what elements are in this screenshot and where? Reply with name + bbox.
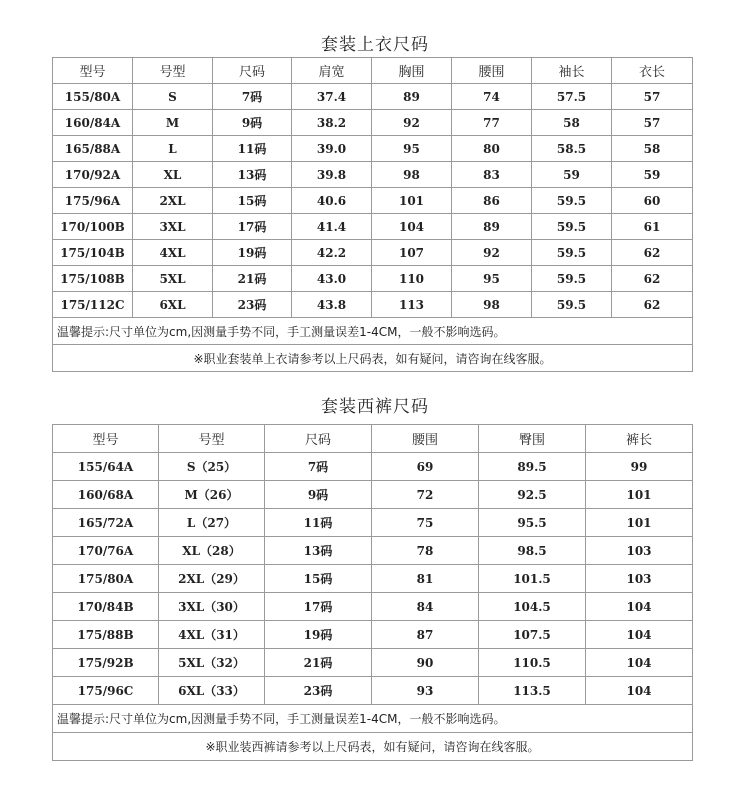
- table-cell: 57: [612, 84, 693, 110]
- table-cell: 11码: [265, 509, 372, 537]
- table-cell: 98: [372, 162, 452, 188]
- table-cell: M（26）: [159, 481, 265, 509]
- column-header: 胸围: [372, 58, 452, 84]
- table-cell: 110: [372, 266, 452, 292]
- table-cell: 59.5: [532, 214, 612, 240]
- table-cell: 101: [586, 509, 693, 537]
- table-cell: 62: [612, 292, 693, 318]
- table-cell: 58: [612, 136, 693, 162]
- table-cell: 101.5: [479, 565, 586, 593]
- table-cell: 39.0: [292, 136, 372, 162]
- table-cell: 43.0: [292, 266, 372, 292]
- table-cell: 107.5: [479, 621, 586, 649]
- table-cell: 57.5: [532, 84, 612, 110]
- table-cell: 170/84B: [53, 593, 159, 621]
- table-cell: 2XL: [133, 188, 213, 214]
- table-cell: 7码: [213, 84, 292, 110]
- table-cell: 95: [372, 136, 452, 162]
- table-cell: 69: [372, 453, 479, 481]
- column-header: 腰围: [372, 425, 479, 453]
- table-cell: L: [133, 136, 213, 162]
- table-cell: 41.4: [292, 214, 372, 240]
- table-cell: 175/92B: [53, 649, 159, 677]
- table-cell: 99: [586, 453, 693, 481]
- table-cell: 6XL（33）: [159, 677, 265, 705]
- table-cell: 80: [452, 136, 532, 162]
- table-cell: 72: [372, 481, 479, 509]
- table-cell: 155/64A: [53, 453, 159, 481]
- table-row: [53, 453, 693, 481]
- column-header: 裤长: [586, 425, 693, 453]
- table-cell: 21码: [213, 266, 292, 292]
- table-cell: 59.5: [532, 188, 612, 214]
- column-header: 型号: [53, 425, 159, 453]
- table-cell: S（25）: [159, 453, 265, 481]
- table-cell: 9码: [265, 481, 372, 509]
- note-row: [53, 705, 693, 733]
- top-size-table: [52, 57, 693, 372]
- table-cell: 74: [452, 84, 532, 110]
- table-row: [53, 162, 693, 188]
- note-row: [53, 318, 693, 345]
- table-cell: 83: [452, 162, 532, 188]
- table-cell: 92.5: [479, 481, 586, 509]
- table-cell: 104: [586, 649, 693, 677]
- table-row: [53, 509, 693, 537]
- table-cell: 104.5: [479, 593, 586, 621]
- table-row: [53, 537, 693, 565]
- table-cell: 57: [612, 110, 693, 136]
- table-cell: 23码: [213, 292, 292, 318]
- table-cell: 107: [372, 240, 452, 266]
- table-cell: 5XL（32）: [159, 649, 265, 677]
- table-cell: XL（28）: [159, 537, 265, 565]
- table-cell: 81: [372, 565, 479, 593]
- table-cell: 4XL: [133, 240, 213, 266]
- table-cell: 15码: [213, 188, 292, 214]
- table-cell: 98: [452, 292, 532, 318]
- table-cell: 58.5: [532, 136, 612, 162]
- reference-note: ※职业套装单上衣请参考以上尺码表，如有疑问，请咨询在线客服。: [53, 345, 693, 372]
- table-cell: 98.5: [479, 537, 586, 565]
- table-cell: 101: [586, 481, 693, 509]
- table-cell: 19码: [265, 621, 372, 649]
- table-cell: 13码: [265, 537, 372, 565]
- table-cell: 104: [372, 214, 452, 240]
- table-cell: 110.5: [479, 649, 586, 677]
- column-header: 腰围: [452, 58, 532, 84]
- table-row: [53, 649, 693, 677]
- measurement-note: 温馨提示:尺寸单位为cm,因测量手势不同，手工测量误差1-4CM，一般不影响选码。: [53, 318, 693, 345]
- table-row: [53, 110, 693, 136]
- measurement-note: 温馨提示:尺寸单位为cm,因测量手势不同，手工测量误差1-4CM，一般不影响选码。: [53, 705, 693, 733]
- table-cell: 39.8: [292, 162, 372, 188]
- table-row: [53, 240, 693, 266]
- table-cell: 113.5: [479, 677, 586, 705]
- table-cell: 170/100B: [53, 214, 133, 240]
- table-cell: 37.4: [292, 84, 372, 110]
- table-cell: 38.2: [292, 110, 372, 136]
- table-header-row: [53, 425, 693, 453]
- table-cell: 175/88B: [53, 621, 159, 649]
- table-cell: S: [133, 84, 213, 110]
- column-header: 号型: [133, 58, 213, 84]
- table-cell: 42.2: [292, 240, 372, 266]
- table-cell: 59.5: [532, 266, 612, 292]
- table-row: [53, 84, 693, 110]
- table-cell: 175/96C: [53, 677, 159, 705]
- table-cell: 170/76A: [53, 537, 159, 565]
- table-cell: 15码: [265, 565, 372, 593]
- note-row: [53, 733, 693, 761]
- table-cell: L（27）: [159, 509, 265, 537]
- bottom-table-title: 套装西裤尺码: [321, 397, 429, 417]
- table-cell: 5XL: [133, 266, 213, 292]
- table-cell: 2XL（29）: [159, 565, 265, 593]
- table-cell: 165/88A: [53, 136, 133, 162]
- table-cell: 101: [372, 188, 452, 214]
- top-table-title: 套装上衣尺码: [321, 35, 429, 55]
- table-cell: 7码: [265, 453, 372, 481]
- table-row: [53, 136, 693, 162]
- table-cell: 59: [612, 162, 693, 188]
- table-cell: 155/80A: [53, 84, 133, 110]
- table-cell: 77: [452, 110, 532, 136]
- table-cell: 175/112C: [53, 292, 133, 318]
- reference-note: ※职业装西裤请参考以上尺码表，如有疑问，请咨询在线客服。: [53, 733, 693, 761]
- table-cell: 170/92A: [53, 162, 133, 188]
- table-cell: 113: [372, 292, 452, 318]
- table-cell: 3XL（30）: [159, 593, 265, 621]
- table-cell: 103: [586, 565, 693, 593]
- table-cell: 78: [372, 537, 479, 565]
- table-row: [53, 621, 693, 649]
- table-cell: 160/84A: [53, 110, 133, 136]
- table-cell: 104: [586, 593, 693, 621]
- table-cell: 61: [612, 214, 693, 240]
- table-cell: 104: [586, 677, 693, 705]
- table-cell: 4XL（31）: [159, 621, 265, 649]
- table-row: [53, 214, 693, 240]
- table-row: [53, 266, 693, 292]
- table-cell: 103: [586, 537, 693, 565]
- bottom-size-table: [52, 424, 693, 761]
- column-header: 尺码: [265, 425, 372, 453]
- table-row: [53, 292, 693, 318]
- column-header: 衣长: [612, 58, 693, 84]
- column-header: 号型: [159, 425, 265, 453]
- table-row: [53, 593, 693, 621]
- table-cell: 60: [612, 188, 693, 214]
- table-cell: 165/72A: [53, 509, 159, 537]
- table-cell: 175/96A: [53, 188, 133, 214]
- table-cell: 95.5: [479, 509, 586, 537]
- table-cell: 19码: [213, 240, 292, 266]
- table-header-row: [53, 58, 693, 84]
- table-cell: XL: [133, 162, 213, 188]
- table-cell: 40.6: [292, 188, 372, 214]
- table-cell: 62: [612, 240, 693, 266]
- table-cell: 89: [372, 84, 452, 110]
- table-cell: 175/108B: [53, 266, 133, 292]
- table-cell: 160/68A: [53, 481, 159, 509]
- table-cell: 104: [586, 621, 693, 649]
- table-cell: 59.5: [532, 240, 612, 266]
- column-header: 尺码: [213, 58, 292, 84]
- table-cell: 92: [452, 240, 532, 266]
- table-cell: M: [133, 110, 213, 136]
- table-cell: 93: [372, 677, 479, 705]
- column-header: 肩宽: [292, 58, 372, 84]
- column-header: 臀围: [479, 425, 586, 453]
- table-cell: 17码: [213, 214, 292, 240]
- table-cell: 84: [372, 593, 479, 621]
- column-header: 型号: [53, 58, 133, 84]
- table-cell: 13码: [213, 162, 292, 188]
- column-header: 袖长: [532, 58, 612, 84]
- table-cell: 21码: [265, 649, 372, 677]
- table-cell: 86: [452, 188, 532, 214]
- note-row: [53, 345, 693, 372]
- table-cell: 87: [372, 621, 479, 649]
- table-cell: 59.5: [532, 292, 612, 318]
- table-cell: 43.8: [292, 292, 372, 318]
- table-cell: 75: [372, 509, 479, 537]
- table-row: [53, 481, 693, 509]
- table-cell: 23码: [265, 677, 372, 705]
- table-cell: 175/80A: [53, 565, 159, 593]
- table-cell: 58: [532, 110, 612, 136]
- table-cell: 17码: [265, 593, 372, 621]
- table-row: [53, 565, 693, 593]
- table-cell: 90: [372, 649, 479, 677]
- table-cell: 6XL: [133, 292, 213, 318]
- table-row: [53, 188, 693, 214]
- table-cell: 175/104B: [53, 240, 133, 266]
- table-cell: 9码: [213, 110, 292, 136]
- table-row: [53, 677, 693, 705]
- table-cell: 89.5: [479, 453, 586, 481]
- table-cell: 11码: [213, 136, 292, 162]
- table-cell: 62: [612, 266, 693, 292]
- table-cell: 95: [452, 266, 532, 292]
- table-cell: 59: [532, 162, 612, 188]
- table-cell: 92: [372, 110, 452, 136]
- table-cell: 3XL: [133, 214, 213, 240]
- table-cell: 89: [452, 214, 532, 240]
